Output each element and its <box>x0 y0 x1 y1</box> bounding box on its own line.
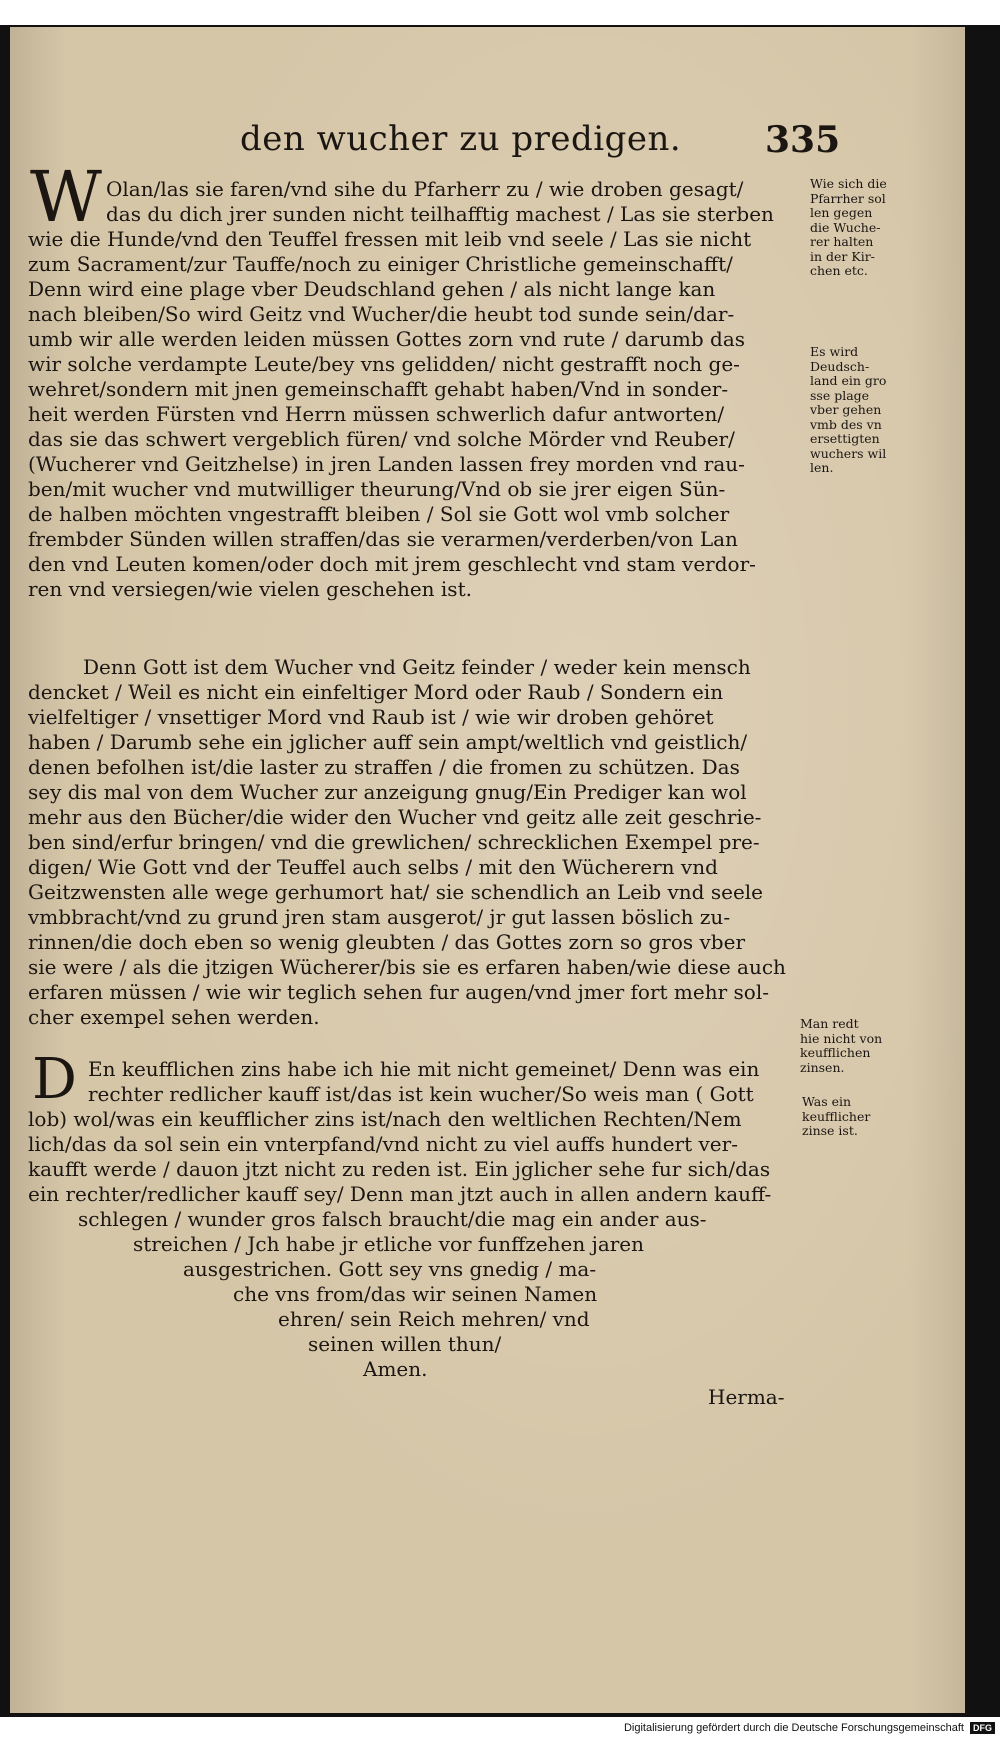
text-line: wehret/sondern mit jnen gemeinschafft gehabt haben/Vnd in sonder- <box>28 377 729 401</box>
catchword: Herma- <box>708 1385 785 1409</box>
text-line: Denn Gott ist dem Wucher vnd Geitz feinder / weder kein mensch <box>83 655 751 679</box>
text-line: digen/ Wie Gott vnd der Teuffel auch selbs / mit den Wücherern vnd <box>28 855 718 879</box>
text-line: ren vnd versiegen/wie vielen geschehen ist. <box>28 577 472 601</box>
page-number: 335 <box>765 119 841 161</box>
dfg-logo: DFG <box>970 1722 995 1734</box>
text-line: che vns from/das wir seinen Namen <box>233 1282 598 1306</box>
text-line: ben/mit wucher vnd mutwilliger theurung/Vnd ob sie jrer eigen Sün- <box>28 477 726 501</box>
text-line: ehren/ sein Reich mehren/ vnd <box>278 1307 590 1331</box>
text-line: denen befolhen ist/die laster zu straffen / die fromen zu schützen. Das <box>28 755 740 779</box>
text-line: sey dis mal von dem Wucher zur anzeigung gnug/Ein Prediger kan wol <box>28 780 747 804</box>
dropcap-w: W <box>30 156 102 238</box>
marginal-note-3: Man redt hie nicht von keufflichen zinsen. <box>800 1016 883 1075</box>
text-line: wir solche verdampte Leute/bey vns gelidden/ nicht gestrafft noch ge- <box>28 352 740 376</box>
marginal-note-1: Wie sich die Pfarrher sol len gegen die Wuche- rer halten in der Kir- chen etc. <box>810 176 887 278</box>
text-line: das du dich jrer sunden nicht teilhafftig machest / Las sie sterben <box>106 202 774 226</box>
text-line: ben sind/erfur bringen/ vnd die grewlichen/ schrecklichen Exempel pre- <box>28 830 760 854</box>
text-line: sie were / als die jtzigen Wücherer/bis sie es erfaren haben/wie diese auch <box>28 955 786 979</box>
dropcap-d: D <box>32 1047 77 1112</box>
text-line: de halben möchten vngestrafft bleiben / Sol sie Gott wol vmb solcher <box>28 502 730 526</box>
text-line: zum Sacrament/zur Tauffe/noch zu einiger Christliche gemeinschafft/ <box>28 252 733 276</box>
text-line: rechter redlicher kauff ist/das ist kein wucher/So weis man ( Gott <box>88 1082 754 1106</box>
footer-text: Digitalisierung gefördert durch die Deutsche Forschungsgemeinschaft <box>623 1722 964 1734</box>
text-line: ein rechter/redlicher kauff sey/ Denn man jtzt auch in allen andern kauff- <box>28 1182 772 1206</box>
text-line: haben / Darumb sehe ein jglicher auff sein ampt/weltlich vnd geistlich/ <box>28 730 748 754</box>
text-line: seinen willen thun/ <box>308 1332 502 1356</box>
text-line: nach bleiben/So wird Geitz vnd Wucher/die heubt tod sunde sein/dar- <box>28 302 735 326</box>
text-line: streichen / Jch habe jr etliche vor funffzehen jaren <box>133 1232 645 1256</box>
marginal-note-2: Es wird Deudsch- land ein gro sse plage vber gehen vmb des vn ersettigten wuchers wil len. <box>810 344 887 475</box>
text-line: Geitzwensten alle wege gerhumort hat/ sie schendlich an Leib vnd seele <box>28 880 764 904</box>
text-line: kaufft werde / dauon jtzt nicht zu reden ist. Ein jglicher sehe fur sich/das <box>28 1157 771 1181</box>
text-line: dencket / Weil es nicht ein einfeltiger Mord oder Raub / Sondern ein <box>28 680 724 704</box>
text-line: vielfeltiger / vnsettiger Mord vnd Raub ist / wie wir droben gehöret <box>28 705 714 729</box>
text-line: lob) wol/was ein keufflicher zins ist/nach den weltlichen Rechten/Nem <box>28 1107 742 1131</box>
text-line: Olan/las sie faren/vnd sihe du Pfarherr zu / wie droben gesagt/ <box>106 177 744 201</box>
text-line: En keufflichen zins habe ich hie mit nicht gemeinet/ Denn was ein <box>88 1057 760 1081</box>
text-line: umb wir alle werden leiden müssen Gottes zorn vnd rute / darumb das <box>28 327 746 351</box>
text-line: wie die Hunde/vnd den Teuffel fressen mit leib vnd seele / Las sie nicht <box>28 227 752 251</box>
text-line: das sie das schwert vergeblich füren/ vnd solche Mörder vnd Reuber/ <box>28 427 735 451</box>
text-line: rinnen/die doch eben so wenig gleubten / das Gottes zorn so gros vber <box>28 930 746 954</box>
text-line: erfaren müssen / wie wir teglich sehen fur augen/vnd jmer fort mehr sol- <box>28 980 769 1004</box>
text-line: den vnd Leuten komen/oder doch mit jrem geschlecht vnd stam verdor- <box>28 552 756 576</box>
text-line: heit werden Fürsten vnd Herrn müssen schwerlich dafur antworten/ <box>28 402 725 426</box>
running-head: den wucher zu predigen. <box>240 119 682 159</box>
text-line: cher exempel sehen werden. <box>28 1005 320 1029</box>
footer-credit <box>580 1722 995 1734</box>
text-line: mehr aus den Bücher/die wider den Wucher vnd geitz alle zeit geschrie- <box>28 805 762 829</box>
text-line: vmbbracht/vnd zu grund jren stam ausgerot/ jr gut lassen böslich zu- <box>28 905 731 929</box>
text-line: Amen. <box>363 1357 428 1381</box>
book-page <box>10 27 965 1713</box>
text-line: lich/das da sol sein ein vnterpfand/vnd nicht zu viel auffs hundert ver- <box>28 1132 738 1156</box>
text-line: Denn wird eine plage vber Deudschland gehen / als nicht lange kan <box>28 277 716 301</box>
text-line: frembder Sünden willen straffen/das sie verarmen/verderben/von Lan <box>28 527 738 551</box>
text-line: (Wucherer vnd Geitzhelse) in jren Landen lassen frey morden vnd rau- <box>28 452 745 476</box>
text-line: ausgestrichen. Gott sey vns gnedig / ma- <box>183 1257 597 1281</box>
marginal-note-4: Was ein keufflicher zinse ist. <box>802 1094 871 1138</box>
text-line: schlegen / wunder gros falsch braucht/die mag ein ander aus- <box>78 1207 707 1231</box>
